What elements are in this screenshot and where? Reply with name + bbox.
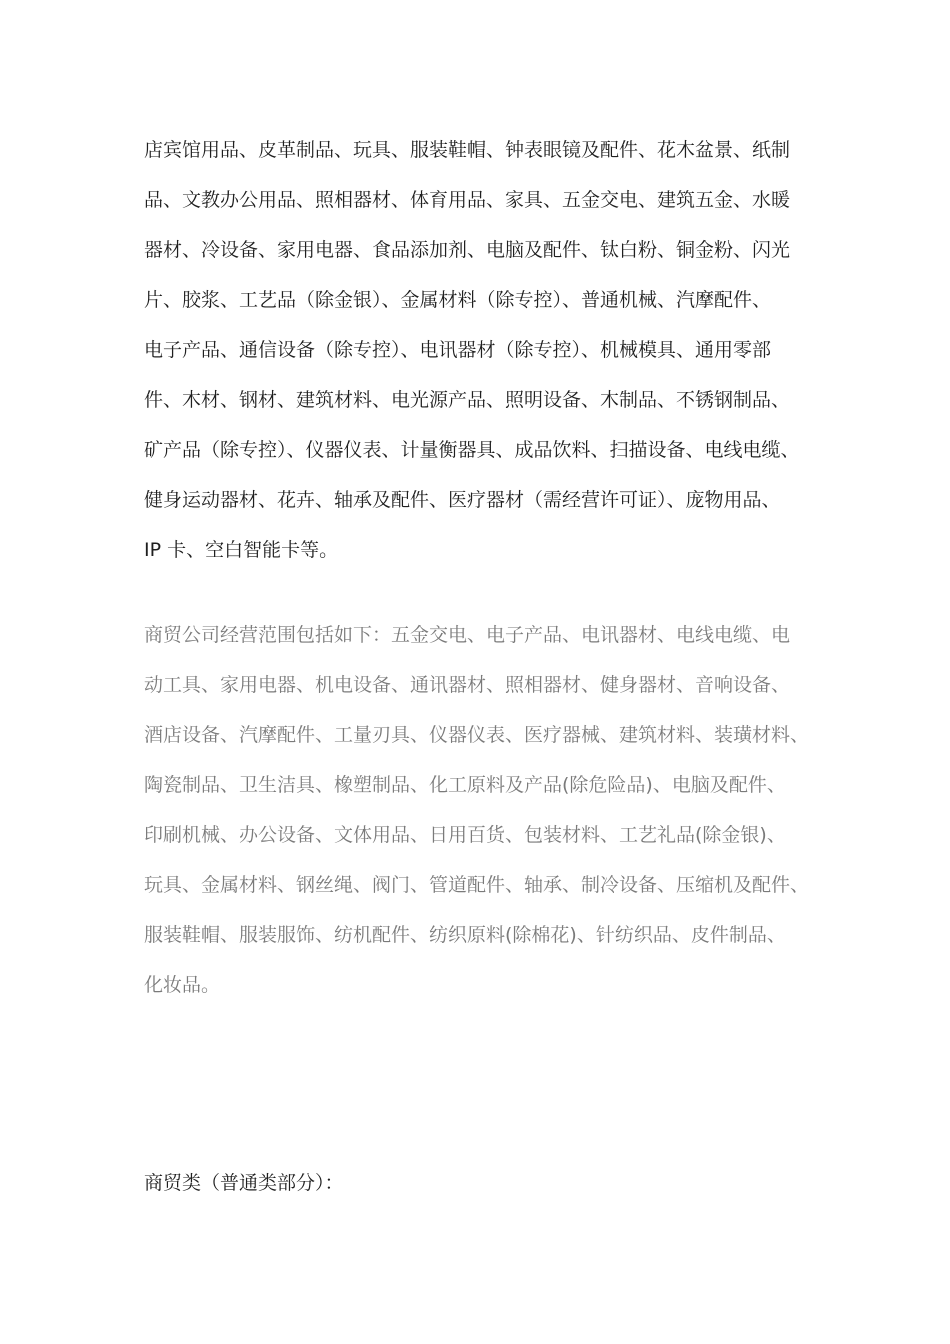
text-line: 化妆品。: [144, 974, 221, 996]
text-line: 件、木材、钢材、建筑材料、电光源产品、照明设备、木制品、不锈钢制品、: [144, 389, 791, 411]
paragraph-business-scope-continued: [144, 125, 824, 575]
text-line: 店宾馆用品、皮革制品、玩具、服装鞋帽、钟表眼镜及配件、花木盆景、纸制: [144, 139, 791, 161]
text-line: 服装鞋帽、服装服饰、纺机配件、纺织原料(除棉花)、针纺织品、皮件制品、: [144, 924, 786, 946]
text-line: 动工具、家用电器、机电设备、通讯器材、照相器材、健身器材、音响设备、: [144, 674, 791, 696]
heading-text: 商贸类（普通类部分）：: [144, 1172, 344, 1194]
text-line: 酒店设备、汽摩配件、工量刃具、仪器仪表、医疗器械、建筑材料、装璜材料、: [144, 724, 810, 746]
text-line: 玩具、金属材料、钢丝绳、阀门、管道配件、轴承、制冷设备、压缩机及配件、: [144, 874, 810, 896]
section-heading: [144, 1158, 824, 1208]
text-line: 矿产品（除专控）、仪器仪表、计量衡器具、成品饮料、扫描设备、电线电缆、: [144, 439, 800, 461]
text-line: 电子产品、通信设备（除专控）、电讯器材（除专控）、机械模具、通用零部: [144, 339, 772, 361]
text-line: 片、胶浆、工艺品（除金银）、金属材料（除专控）、普通机械、汽摩配件、: [144, 289, 772, 311]
text-line: 器材、冷设备、家用电器、食品添加剂、电脑及配件、钛白粉、铜金粉、闪光: [144, 239, 791, 261]
text-line: IP 卡、空白智能卡等。: [144, 539, 339, 561]
paragraph-trade-company-scope: [144, 610, 824, 1010]
text-line: 印刷机械、办公设备、文体用品、日用百货、包装材料、工艺礼品(除金银)、: [144, 824, 786, 846]
text-line: 品、文教办公用品、照相器材、体育用品、家具、五金交电、建筑五金、水暖: [144, 189, 791, 211]
text-line: 商贸公司经营范围包括如下：五金交电、电子产品、电讯器材、电线电缆、电: [144, 624, 791, 646]
text-line: 陶瓷制品、卫生洁具、橡塑制品、化工原料及产品(除危险品)、电脑及配件、: [144, 774, 786, 796]
text-line: 健身运动器材、花卉、轴承及配件、医疗器材（需经营许可证）、庞物用品、: [144, 489, 781, 511]
